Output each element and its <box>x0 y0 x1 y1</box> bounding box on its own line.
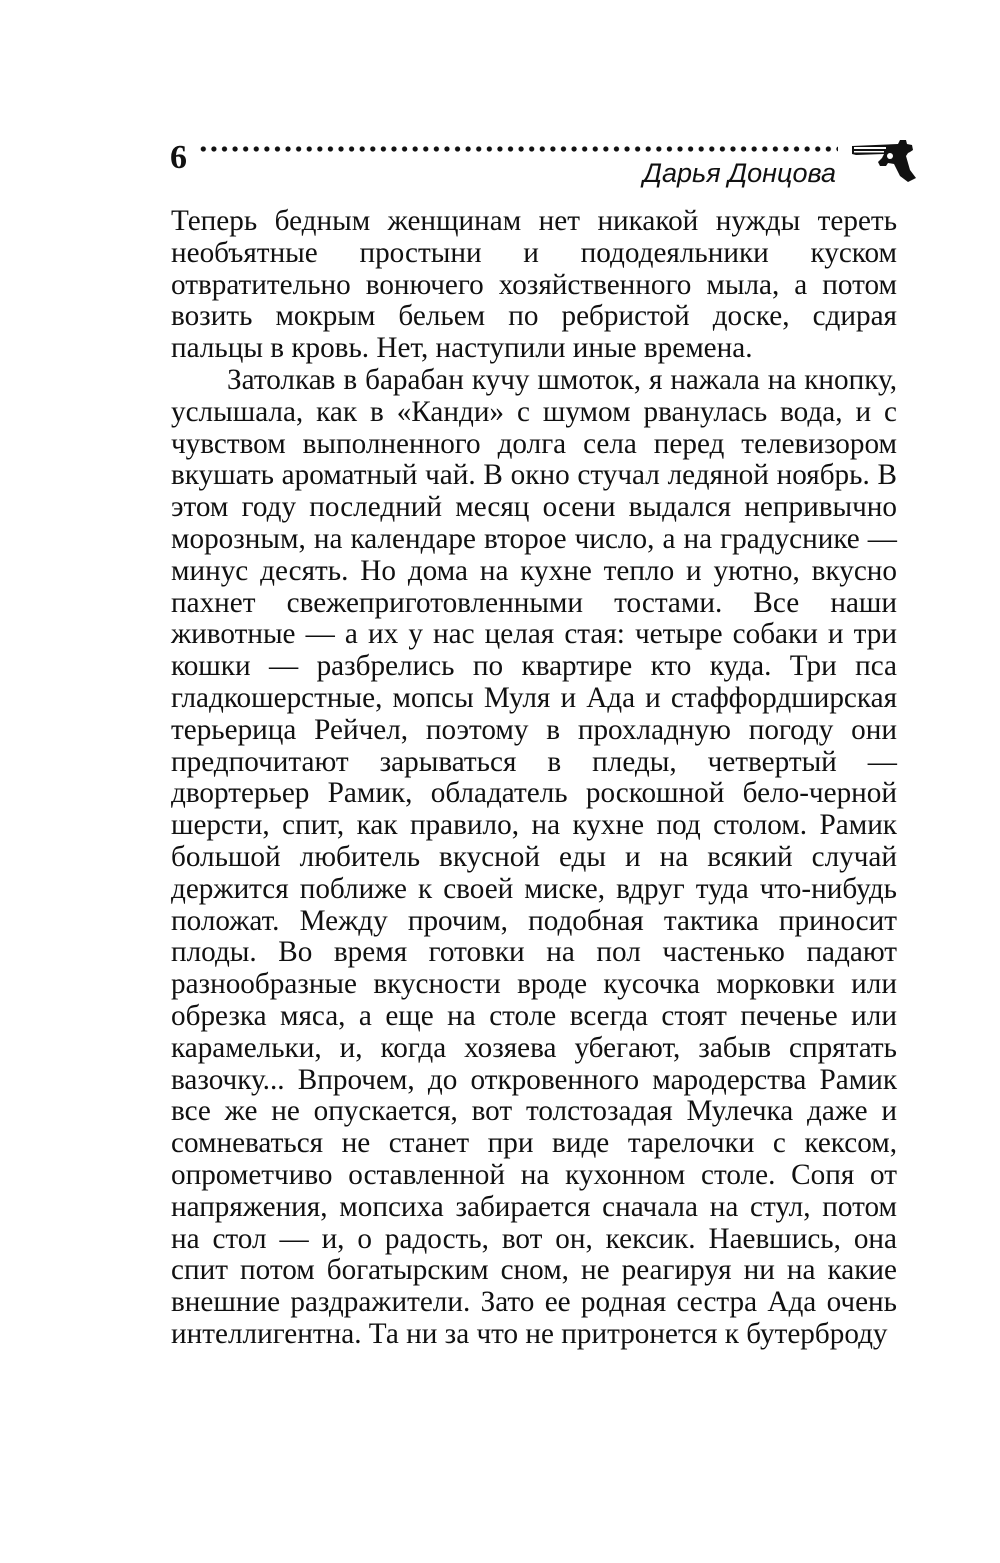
revolver-icon <box>850 136 918 184</box>
paragraph: Затолкав в барабан кучу шмоток, я нажала на кнопку, услышала, как в «Канди» с шумом рванулась вода, и с чувством выполненного долга села перед телевизором вкушать ароматный чай. В окно стучал ледяной ноябрь. В этом году последний месяц осени выдался непривычно морозным, на календаре второе число, а на градуснике — минус десять. Но дома на кухне тепло и уютно, вкусно пахнет свежеприготовленными тостами. Все наши животные — а их у нас целая стая: четыре собаки и три кошки — разбрелись по квартире кто куда. Три пса гладкошерстные, мопсы Муля и Ада и стаффордширская терьерица Рейчел, поэтому в прохладную погоду они предпочитают зарываться в пледы, четвертый — двортерьер Рамик, обладатель роскошной бело-черной шерсти, спит, как правило, на кухне под столом. Рамик большой любитель вкусной еды и на всякий случай держится поближе к своей миске, вдруг туда что-нибудь положат. Между прочим, подобная тактика приносит плоды. Во время готовки на пол частенько падают разнообразные вкусности вроде кусочка морковки или обрезка мяса, а еще на столе всегда стоят печенье или карамельки, и, когда хозяева убегают, забыв спрятать вазочку... Впрочем, до откровенного мародерства Рамик все же не опускается, вот толстозадая Мулечка даже и сомневаться не станет при виде тарелочки с кексом, опрометчиво оставленной на кухонном столе. Сопя от напряжения, мопсиха забирается сначала на стул, потом на стол — и, о радость, вот он, кексик. Наевшись, она спит потом богатырским сном, не реагируя ни на какие внешние раздражители. Зато ее родная сестра Ада очень интеллигентна. Та ни за что не притронется к бутерброду <box>171 363 897 1350</box>
text-body <box>171 206 897 1351</box>
paragraph: Теперь бедным женщинам нет никакой нужды тереть необъятные простыни и пододеяльники куском отвратительно вонючего хозяйственного мыла, а потом возить мокрым бельем по ребристой доске, сдирая пальцы в кровь. Нет, наступили иные времена. <box>171 205 897 365</box>
header-dotted-rule <box>198 146 838 152</box>
page-number: 6 <box>170 139 187 176</box>
author-name: Дарья Донцова <box>642 158 836 188</box>
